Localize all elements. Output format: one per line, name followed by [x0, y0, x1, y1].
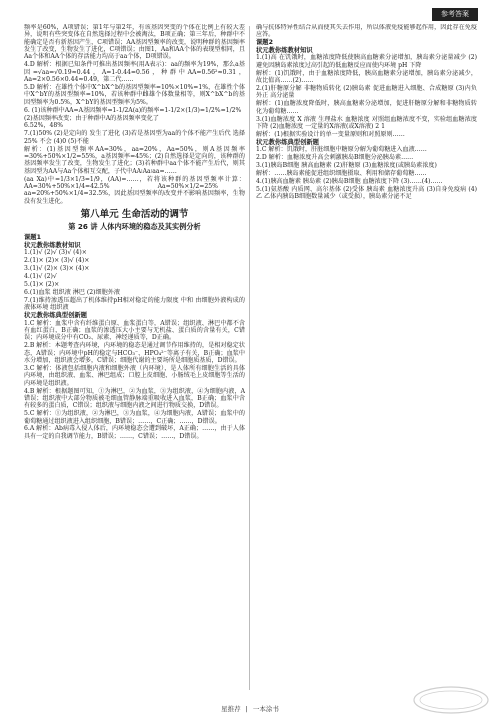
section-heading: 状元教你练典型创新题	[256, 138, 319, 146]
footer-separator: |	[245, 705, 248, 713]
answer-paragraph: 6.52%，48%	[24, 122, 63, 130]
answer-paragraph: 3.(1)√ (2)× (3)× (4)×	[24, 265, 90, 273]
answer-paragraph: 6.A 解析：Ab病毒入侵人体后，内环境稳态会遭到破坏，A正确；……，由于人体具有一定的自我调节能力，B错误；……，C错误；……，D错误。	[24, 425, 245, 440]
section-heading: 状元教你练典型创新题	[24, 312, 87, 320]
section-heading: 课题2	[256, 39, 273, 47]
answer-paragraph: 4.(1)胰高血糖素 胰岛素 (2)胰岛B细胞 血糖浓度下降 (3)……(4)……	[256, 178, 443, 186]
answer-paragraph: 5.C 解析：①为组织液，②为淋巴，③为血浆，④为细胞内液，A错误；血浆中的葡萄糖通过组织液进入组织细胞，B错误；……，C正确；……，D错误。	[24, 410, 245, 425]
answer-paragraph: 解析：(1)血糖浓度降低时，胰高血糖素分泌增加，促进肝糖原分解和非糖物质转化为葡萄糖……	[256, 100, 477, 115]
lesson-title: 第 26 讲 人体内环境的稳态及其实例分析	[68, 222, 201, 231]
answer-paragraph: 确与抗体特异性结合从而使其失去作用，所以体液免疫能够起作用，因此存在免疫应答。	[256, 24, 477, 39]
answer-paragraph: 4.D 解析：根据已知条件可推出基因频率(用A表示)：aa的频率为19%，那么a基因=√aa=√0.19≈0.44，A=1-0.44=0.56，种群中AA=0.56²≈0.31，Aa=2×0.56×0.44≈0.49，第二代……	[24, 61, 245, 83]
section-heading: 课题1	[24, 234, 41, 241]
watermark-stamp-icon	[412, 685, 490, 715]
footer-right-text: 一本涂书	[252, 705, 279, 713]
answer-paragraph: 1.C 解析：饥饿时，肝脏细胞中糖原分解为葡萄糖进入血液……	[256, 146, 427, 154]
answer-paragraph: 频率是60%，A项错误；第1年与第2年，有该基因突变的个体在比例上有较大差异，说明有些突变体在自然选择过程中会被淘汰，B项正确；第三年后，种群中不能确定是否有新基因产生，C项错误；AA基因型频率的改变，说明种群的基因频率发生了改变，生物发生了进化，C项错误；由图1，Aa和AA个体的表现型相同，且Aa个体和AA个体的存活能力均高于aa个体，D项错误。	[24, 24, 245, 61]
answer-paragraph: 解析：(1)饥饿时，由于血糖浓度降低，胰高血糖素分泌增加，胰岛素分泌减少，故比值高……(2)……	[256, 69, 477, 85]
right-column	[256, 24, 477, 694]
answer-paragraph: 1.(1)√ (2)√ (3)√ (4)×	[24, 249, 87, 257]
answer-paragraph: 3.C 解析：体液包括细胞内液和细胞外液（内环境），是人体所有细胞生活的具体内环境，由组织液、血浆、淋巴组成；口腔上皮细胞、小肠绒毛上皮细胞等生活的内环境是组织液。	[24, 364, 245, 387]
answer-paragraph: 5.D 解析：在雄性个体中X^bX^b的基因型频率=10%×10%=1%，在雄性个体中X^bY的基因型频率=10%，若该种群中雌雄个体数量相等，则X^bX^b的基因型频率为0.5%，X^bY的基因型频率为5%。	[24, 83, 245, 106]
left-text-blocks	[24, 24, 245, 205]
column-divider	[249, 26, 250, 690]
answer-paragraph: 7.(1)50% (2)是定向的 发生了进化 (3)若是基因型为aa的个体不能产生后代 选择 25% 不会 (4)0 (5)不能	[24, 130, 245, 145]
answer-paragraph: 2.(1)肝糖原分解 非糖物质转化 (2)胰岛素 促进血糖进入细胞、合成糖原 (3)内负外正 高分泌量	[256, 85, 477, 100]
left-lesson-blocks	[24, 234, 245, 440]
answer-paragraph: (aa Xa)中=1/3×1/3=1/9，(AA)=……，若将该种群的基因型频率计算：AA=30%+50%×1/4=42.5%，Aa=50%×1/2=25%，aa=20%+50%×1/4=32.5%，因此基因型频率的改变并不影响基因频率，生物没有发生进化。	[24, 175, 245, 205]
answer-paragraph: 3.(1)胰岛B细胞 胰高血糖素 (2)肝糖原 (3)血糖浓度(或胰岛素浓度)	[256, 162, 437, 170]
answer-paragraph: 4.(1)√ (2)√	[24, 273, 57, 280]
answer-paragraph: 解析：(1)根据实验设计的单一变量原则和对照原则……	[256, 130, 405, 138]
answer-paragraph: 2.B 解析：本题考查内环境，内环境的稳态是通过调节作用维持的，是相对稳定状态，A错误；内环境中pH的稳定与HCO₃⁻、HPO₄²⁻等离子有关，B正确；血浆中水分增加，组织液会增多，C错误；细胞代谢的主要场所是细胞质基质，D错误。	[24, 342, 245, 364]
answer-paragraph: 3.(1)血糖浓度 X 溶液 生理盐水 血糖浓度 对照组血糖浓度不变，实验组血糖浓度下降 (2)血糖浓度 一定量的X溶液(或X溶液) 2 1	[256, 115, 477, 130]
answer-paragraph: (2)基因频率改变；由于种群中A的基因频率变化了	[24, 114, 159, 122]
right-text-blocks	[256, 24, 477, 201]
answer-paragraph: 7.(1)维持渗透压超出了机体维持pH相对稳定的能力限度 中和 由细胞外液构成的液体环境 组织液	[24, 296, 245, 312]
answer-paragraph: 2.(1)× (2)× (3)√ (4)×	[24, 257, 90, 265]
answer-paragraph: 2.D 解析：血糖浓度升高会刺激胰岛B细胞分泌胰岛素……	[256, 154, 414, 162]
answer-paragraph: 6. (1)该种群中AA=A基因频率=1-1/2A(a)的频率=1-1/2×(1/3)=1/2%=1/2%	[24, 106, 242, 114]
left-column	[24, 24, 245, 694]
answer-paragraph: 解析：(1)基因型频率AA=30%，aa=20%，Aa=50%，则A基因频率=30%+50%×1/2=55%，a基因频率=45%；(2)自然选择是定向的，该种群的基因频率发生了改变，生物发生了进化；(3)若种群中aa个体不能产生后代，则其基因型为AA与Aa个体相互交配，子代中AA∶Aa∶aa=……	[24, 145, 245, 175]
answer-paragraph: 1.(1)高 在饥饿时，血糖浓度降低使胰高血糖素分泌增加，胰岛素分泌量减少 (2)避免因胰岛素浓度过高引起的低血糖反应而使内环境 pH 下降	[256, 54, 477, 69]
answer-section-tag: 参考答案	[432, 8, 478, 21]
footer-left-text: 星推荐	[221, 705, 241, 713]
answer-paragraph: 4.B 解析：根据题图可知，①为淋巴，②为血浆，③为组织液，④为细胞内液，A错误；组织液中大部分物质被毛细血管静脉端重吸收进入血浆，B正确；血浆中含有较多的蛋白质，C错误；组织液与细胞内液之间进行物质交换，D错误。	[24, 387, 245, 410]
answer-paragraph: 解析：……胰岛素能促进组织细胞摄取、利用和储存葡萄糖……	[256, 170, 427, 178]
answer-paragraph: 6.(1)血浆 组织液 淋巴 (2)细胞外液	[24, 288, 120, 296]
unit-title: 第八单元 生命活动的调节	[80, 209, 189, 220]
answer-paragraph: 5.(1)× (2)×	[24, 280, 60, 288]
answer-paragraph: 5.(1)氨基酸 内质网、高尔基体 (2)受体 胰岛素 血糖浓度升高 (3)自身免疫病 (4)乙 乙体内胰岛B细胞数量减少（或受损），胰岛素分泌不足	[256, 186, 477, 201]
section-heading: 状元教你练教材知识	[256, 46, 313, 54]
answer-paragraph: 1.C 解析：血浆中含有纤维蛋白原、血浆蛋白等，A错误；组织液、淋巴中都不含有血红蛋白，B正确；血浆的渗透压大小主要与无机盐、蛋白质的含量有关，C错误；内环境成分中有CO₂、尿素、神经递质等，D正确。	[24, 319, 245, 342]
section-heading: 状元教你练教材知识	[24, 241, 81, 249]
